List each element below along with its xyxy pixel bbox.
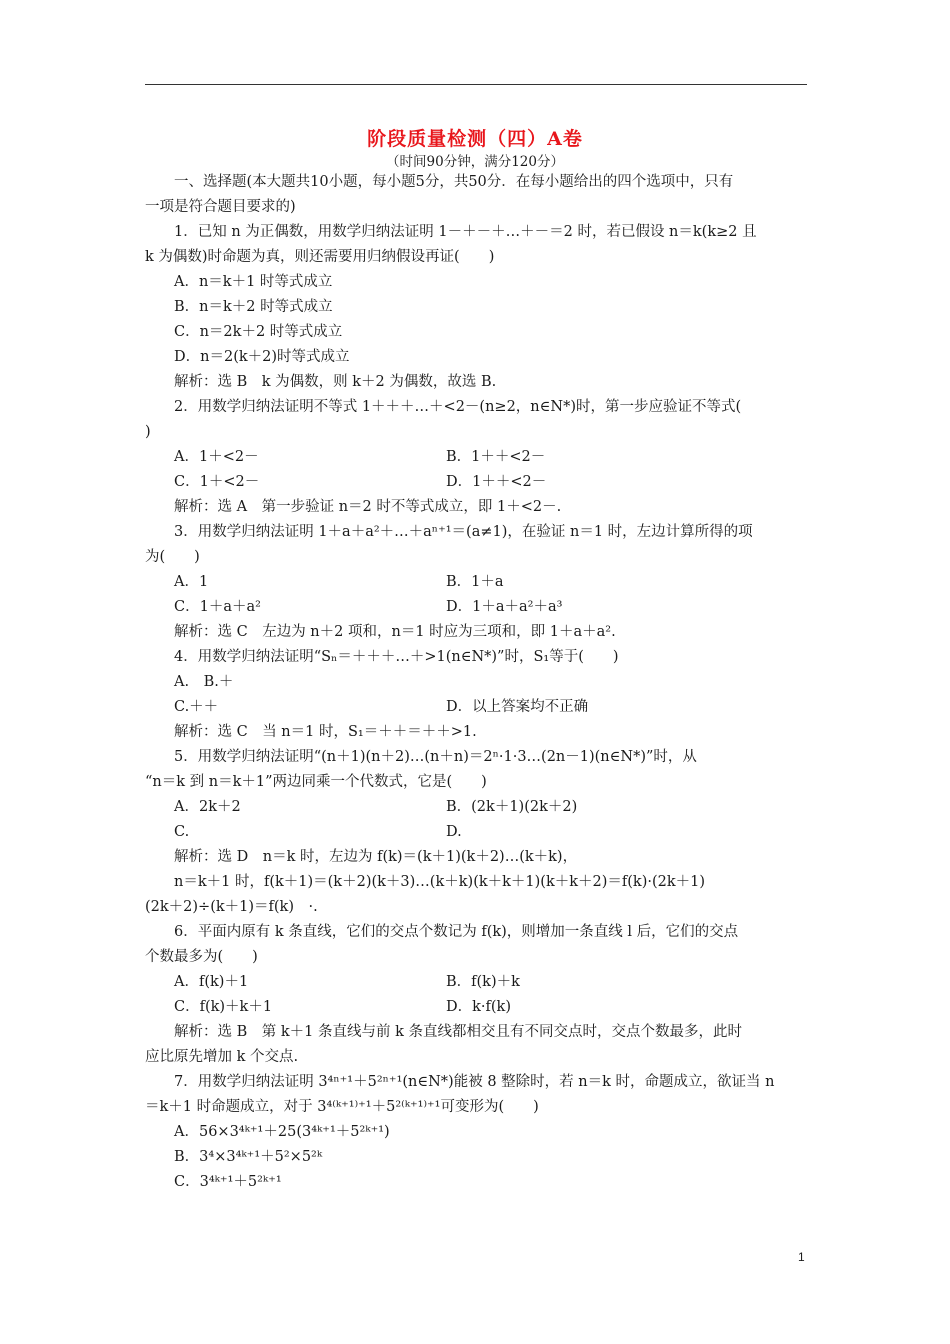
q5-solution: 解析：选 D n＝k 时，左边为 f(k)＝(k＋1)(k＋2)…(k＋k)， [174, 849, 578, 865]
page-subtitle: （时间90分钟，满分120分） [386, 154, 564, 170]
q5-option-b: B．(2k＋1)(2k＋2) [446, 799, 578, 815]
question-3: 3．用数学归纳法证明 1＋a＋a²＋…＋aⁿ⁺¹＝(a≠1)，在验证 n＝1 时，左边计算所得的项 [174, 524, 753, 540]
question-2: 2．用数学归纳法证明不等式 1＋＋＋…＋<2－(n≥2，n∈N*)时，第一步应验证不等式( [174, 399, 742, 415]
q6-option-d: D．k·f(k) [446, 999, 511, 1015]
question-7-cont: ＝k＋1 时命题成立，对于 3⁴⁽ᵏ⁺¹⁾⁺¹＋5²⁽ᵏ⁺¹⁾⁺¹可变形为( ) [145, 1099, 539, 1115]
q5-option-a: A．2k＋2 [174, 799, 241, 815]
q3-option-b: B．1＋a [446, 574, 504, 590]
q3-option-d: D．1＋a＋a²＋a³ [446, 599, 563, 615]
q4-option-c: C.＋＋ [174, 699, 219, 715]
q1-solution: 解析：选 B k 为偶数，则 k＋2 为偶数，故选 B. [174, 374, 497, 390]
q7-option-c: C．3⁴ᵏ⁺¹＋5²ᵏ⁺¹ [174, 1174, 282, 1190]
q6-option-c: C．f(k)＋k＋1 [174, 999, 273, 1015]
q2-option-b: B．1＋＋<2－ [446, 449, 546, 465]
q1-option-d: D．n＝2(k＋2)时等式成立 [174, 349, 350, 365]
q3-option-c: C．1＋a＋a² [174, 599, 261, 615]
q7-option-a: A．56×3⁴ᵏ⁺¹＋25(3⁴ᵏ⁺¹＋5²ᵏ⁺¹) [174, 1124, 390, 1140]
q6-option-a: A．f(k)＋1 [174, 974, 249, 990]
q5-solution-cont: n＝k＋1 时，f(k＋1)＝(k＋2)(k＋3)…(k＋k)(k＋k＋1)(k＋k＋2)＝f(k)·(2k＋1) [174, 874, 706, 890]
q1-option-b: B．n＝k＋2 时等式成立 [174, 299, 333, 315]
question-1: 1．已知 n 为正偶数，用数学归纳法证明 1－＋－＋…＋－＝2 时，若已假设 n＝k(k≥2 且 [174, 224, 757, 240]
page-title: 阶段质量检测（四）A卷 [367, 128, 583, 150]
header-rule [145, 84, 807, 85]
q7-option-b: B．3⁴×3⁴ᵏ⁺¹＋5²×5²ᵏ [174, 1149, 323, 1165]
question-6: 6．平面内原有 k 条直线，它们的交点个数记为 f(k)，则增加一条直线 l 后，它们的交点 [174, 924, 739, 940]
page-number: 1 [798, 1250, 805, 1264]
q1-option-a: A．n＝k＋1 时等式成立 [174, 274, 333, 290]
q2-option-c: C．1＋<2－ [174, 474, 260, 490]
q2-solution: 解析：选 A 第一步验证 n＝2 时不等式成立，即 1＋<2－. [174, 499, 562, 515]
q4-option-d: D．以上答案均不正确 [446, 699, 589, 715]
q3-solution: 解析：选 C 左边为 n＋2 项和，n＝1 时应为三项和，即 1＋a＋a². [174, 624, 616, 640]
question-2-cont: ) [145, 424, 151, 440]
q2-option-a: A．1＋<2－ [174, 449, 259, 465]
question-5: 5．用数学归纳法证明“(n＋1)(n＋2)…(n＋n)＝2ⁿ·1·3…(2n－1)(n∈N*)”时，从 [174, 749, 697, 765]
question-6-cont: 个数最多为( ) [145, 949, 258, 965]
q6-solution-cont: 应比原先增加 k 个交点. [145, 1049, 299, 1065]
q4-solution: 解析：选 C 当 n＝1 时，S₁＝＋＋＝＋＋>1. [174, 724, 477, 740]
q5-solution-end: (2k＋2)÷(k＋1)＝f(k) ·. [145, 899, 318, 915]
q5-option-c: C. [174, 824, 190, 840]
question-3-cont: 为( ) [145, 549, 200, 565]
question-5-cont: “n＝k 到 n＝k＋1”两边同乘一个代数式，它是( ) [145, 774, 487, 790]
question-7: 7．用数学归纳法证明 3⁴ⁿ⁺¹＋5²ⁿ⁺¹(n∈N*)能被 8 整除时，若 n＝k 时，命题成立，欲证当 n [174, 1074, 775, 1090]
q1-option-c: C．n＝2k＋2 时等式成立 [174, 324, 343, 340]
q3-option-a: A．1 [174, 574, 209, 590]
q6-solution: 解析：选 B 第 k＋1 条直线与前 k 条直线都相交且有不同交点时，交点个数最多，此时 [174, 1024, 742, 1040]
section-heading-cont: 一项是符合题目要求的) [145, 199, 296, 215]
q4-options-ab: A. B.＋ [174, 674, 234, 690]
question-1-cont: k 为偶数)时命题为真，则还需要用归纳假设再证( ) [145, 249, 495, 265]
q6-option-b: B．f(k)＋k [446, 974, 520, 990]
question-4: 4．用数学归纳法证明“Sₙ＝＋＋＋…＋>1(n∈N*)”时，S₁等于( ) [174, 649, 619, 665]
q5-option-d: D. [446, 824, 462, 840]
section-heading: 一、选择题(本大题共10小题，每小题5分，共50分．在每小题给出的四个选项中，只有 [174, 174, 734, 190]
q2-option-d: D．1＋＋<2－ [446, 474, 547, 490]
